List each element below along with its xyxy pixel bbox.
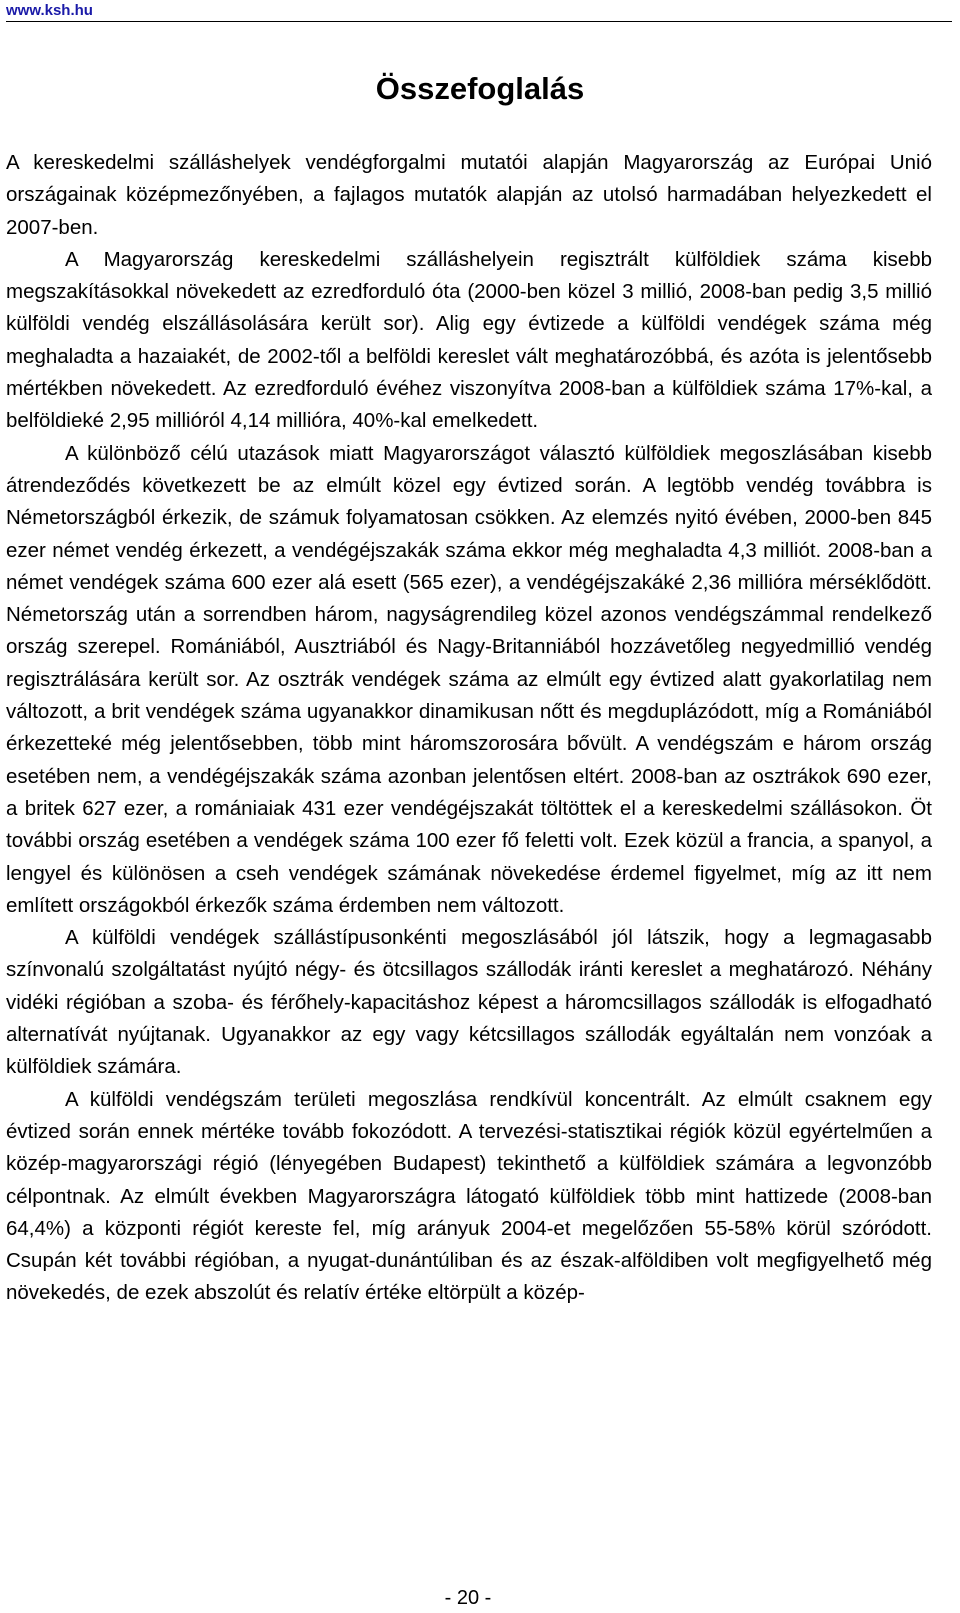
page-title: Összefoglalás xyxy=(375,71,585,106)
site-header xyxy=(6,1,952,22)
document-body xyxy=(6,147,932,1310)
paragraph-countries: A különböző célú utazások miatt Magyarországot választó külföldiek megoszlásában kisebb átrendeződés következett be az elmúlt közel egy évtized során. A legtöbb vendég továbbra is Németországból érkezik, de számuk folyamatosan csökken. Az elemzés nyitó évében, 2000-ben 845 ezer német vendég érkezett, a vendégéjszakák száma ekkor még meghaladta 4,3 milliót. 2008-ban a német vendégek száma 600 ezer alá esett (565 ezer), a vendégéjszakáké 2,36 millióra mérséklődött. Németország után a sorrendben három, nagyságrendileg közel azonos vendégszámmal rendelkező ország szerepel. Romániából, Ausztriából és Nagy-Britanniából hozzávetőleg negyedmillió vendég regisztrálására került sor. Az osztrák vendégek száma az elmúlt egy évtized alatt gyakorlatilag nem változott, a brit vendégek száma ugyanakkor dinamikusan nőtt és megduplázódott, míg a Romániából érkezetteké még jelentősebben, több mint háromszorosára bővült. A vendégszám e három ország esetében nem, a vendégéjszakák száma azonban jelentősen eltért. 2008-ban az osztrákok 690 ezer, a britek 627 ezer, a romániaiak 431 ezer vendégéjszakát töltöttek el a kereskedelmi szállásokon. Öt további ország esetében a vendégek száma 100 ezer fő feletti volt. Ezek közül a francia, a spanyol, a lengyel és különösen a cseh vendégek számának növekedése érdemel figyelmet, míg az itt nem említett országokból érkezők száma érdemben nem változott. xyxy=(6,441,932,917)
site-url-link[interactable]: www.ksh.hu xyxy=(6,2,93,19)
page-number: - 20 - xyxy=(444,1587,492,1609)
paragraph-intro: A kereskedelmi szálláshelyek vendégforgalmi mutatói alapján Magyarország az Európai Unió országainak középmezőnyében, a fajlagos mutatók alapján az utolsó harmadában helyezkedett el 2007-ben. xyxy=(6,151,932,239)
paragraph-accommodation-types: A külföldi vendégek szállástípusonkénti megoszlásából jól látszik, hogy a legmagasabb színvonalú szolgáltatást nyújtó négy- és ötcsillagos szállodák iránti kereslet a meghatározó. Néhány vidéki régióban a szoba- és férőhely-kapacitáshoz képest a háromcsillagos szállodák is elfogadható alternatívát nyújtanak. Ugyanakkor az egy vagy kétcsillagos szállodák egyáltalán nem vonzóak a külföldiek számára. xyxy=(6,926,932,1079)
paragraph-foreign-guests: A Magyarország kereskedelmi szálláshelyein regisztrált külföldiek száma kisebb megszakításokkal növekedett az ezredforduló óta (2000-ben közel 3 millió, 2008-ban pedig 3,5 millió külföldi vendég elszállásolására került sor). Alig egy évtizede a külföldi vendégek száma még meghaladta a hazaiakét, de 2002-től a belföldi kereslet vált meghatározóbbá, és azóta is jelentősebb mértékben növekedett. Az ezredforduló évéhez viszonyítva 2008-ban a külföldiek száma 17%-kal, a belföldieké 2,95 millióról 4,14 millióra, 40%-kal emelkedett. xyxy=(6,247,932,433)
paragraph-regional-distribution: A külföldi vendégszám területi megoszlása rendkívül koncentrált. Az elmúlt csaknem egy évtized során ennek mértéke tovább fokozódott. A tervezési-statisztikai régiók közül egyértelműen a közép-magyarországi régió (lényegében Budapest) tekinthető a külföldiek számára a legvonzóbb célpontnak. Az elmúlt években Magyarországra látogató külföldiek több mint hattizede (2008-ban 64,4%) a központi régiót kereste fel, míg arányuk 2004-et megelőzően 55-58% körül szóródott. Csupán két további régióban, a nyugat-dunántúliban és az észak-alföldiben volt megfigyelhető még növekedés, de ezek abszolút és relatív értéke eltörpült a közép- xyxy=(6,1087,932,1305)
